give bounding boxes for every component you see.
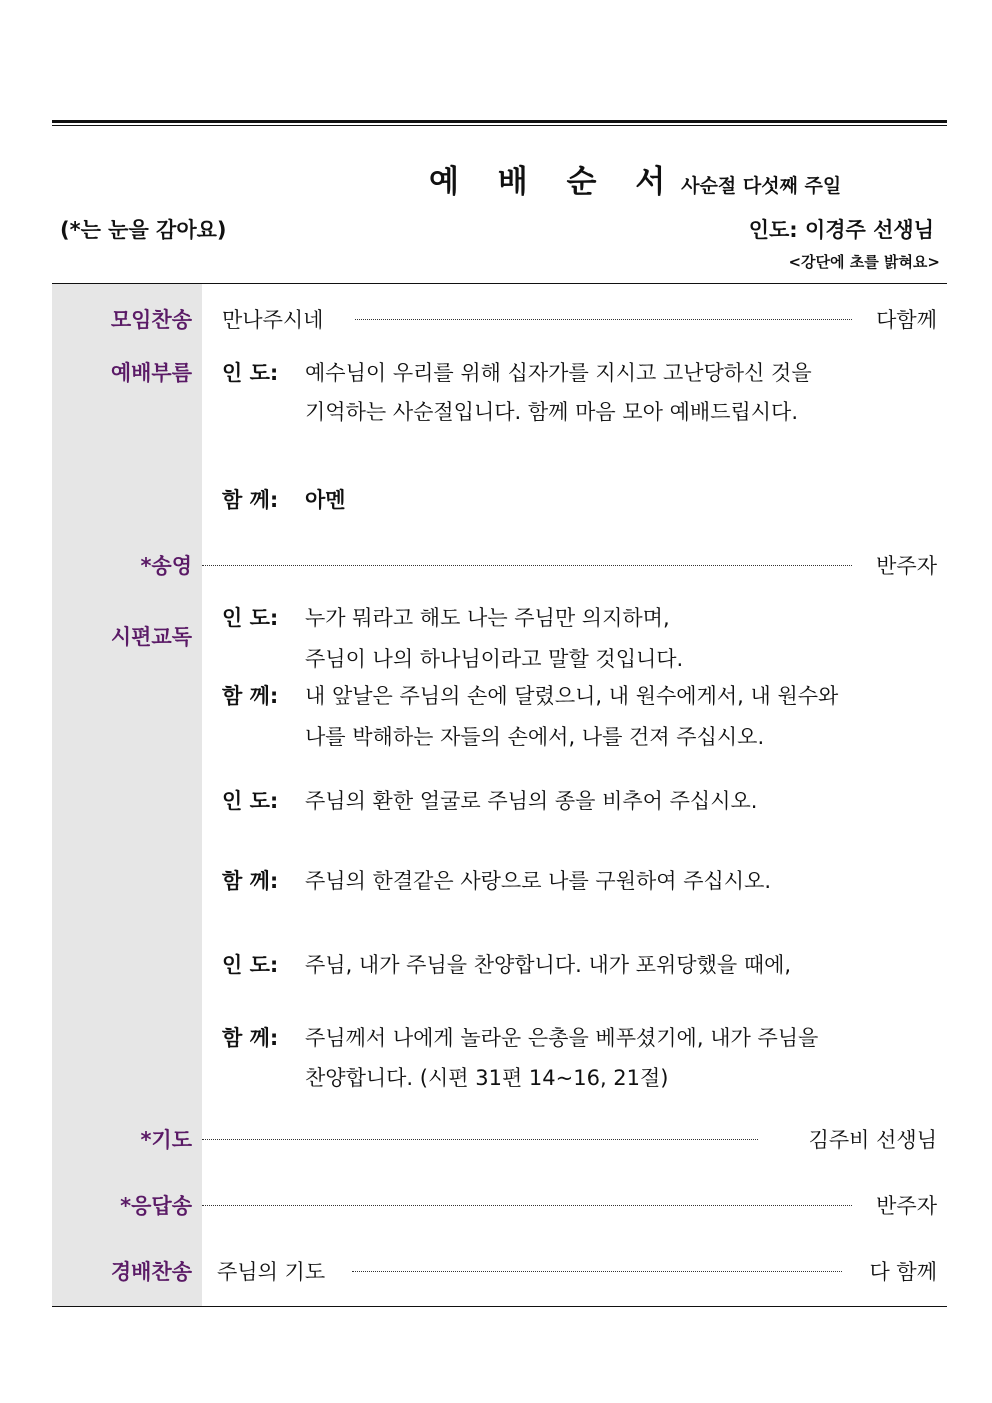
- psalm-leader-role-2: 인 도:: [222, 789, 279, 813]
- psalm-leader-3-line1: 주님, 내가 주님을 찬양합니다. 내가 포위당했을 때에,: [305, 953, 792, 977]
- leader-dots: [355, 319, 852, 320]
- psalm-all-1-line1: 내 앞날은 주님의 손에 달렸으니, 내 원수에게서, 내 원수와: [305, 684, 839, 708]
- psalm-leader-1-line1: 누가 뭐라고 해도 나는 주님만 의지하며,: [305, 606, 670, 630]
- psalm-all-role-1: 함 께:: [222, 684, 279, 708]
- psalm-all-3-line2: 찬양합니다. (시편 31편 14~16, 21절): [305, 1066, 669, 1090]
- closing-hymn-right: 다 함께: [869, 1260, 937, 1284]
- label-opening-hymn: 모임찬송: [110, 308, 192, 332]
- label-psalm-reading: 시편교독: [110, 625, 192, 649]
- prayer-right: 김주비 선생님: [808, 1128, 937, 1152]
- title-main: 예 배 순 서: [429, 164, 680, 200]
- title-subtitle: 사순절 다섯째 주일: [681, 175, 842, 197]
- psalm-all-2-line1: 주님의 한결같은 사랑으로 나를 구원하여 주십시오.: [305, 869, 772, 893]
- psalm-all-1-line2: 나를 박해하는 자들의 손에서, 나를 건져 주십시오.: [305, 725, 765, 749]
- call-leader-role: 인 도:: [222, 361, 279, 385]
- psalm-leader-2-line1: 주님의 환한 얼굴로 주님의 종을 비추어 주십시오.: [305, 789, 758, 813]
- label-response-song: *응답송: [120, 1194, 192, 1218]
- psalm-all-role-2: 함 께:: [222, 869, 279, 893]
- leader-info: 인도: 이경주 선생님: [748, 218, 934, 242]
- section-bottom-rule: [52, 1306, 947, 1307]
- leader-dots: [352, 1271, 842, 1272]
- psalm-all-role-3: 함 께:: [222, 1026, 279, 1050]
- closing-hymn-title: 주님의 기도: [217, 1260, 326, 1284]
- top-double-rule-thick: [52, 120, 947, 123]
- label-prayer: *기도: [140, 1128, 192, 1152]
- leader-dots: [202, 1139, 758, 1140]
- top-double-rule-thin: [52, 125, 947, 126]
- psalm-all-3-line1: 주님께서 나에게 놀라운 은총을 베푸셨기에, 내가 주님을: [305, 1026, 819, 1050]
- label-closing-hymn: 경배찬송: [110, 1260, 192, 1284]
- label-praise: *송영: [140, 554, 192, 578]
- label-call-to-worship: 예배부름: [110, 361, 192, 385]
- psalm-leader-role-3: 인 도:: [222, 953, 279, 977]
- candle-note: <강단에 초를 밝혀요>: [788, 253, 940, 271]
- call-leader-line2: 기억하는 사순절입니다. 함께 마음 모아 예배드립시다.: [305, 400, 799, 424]
- praise-right: 반주자: [876, 554, 937, 578]
- leader-dots: [202, 565, 852, 566]
- opening-hymn-right: 다함께: [876, 308, 937, 332]
- psalm-leader-1-line2: 주님이 나의 하나님이라고 말할 것입니다.: [305, 647, 684, 671]
- call-all-role: 함 께:: [222, 488, 279, 512]
- response-right: 반주자: [876, 1194, 937, 1218]
- page-title: [429, 156, 841, 201]
- call-all-text: 아멘: [305, 488, 346, 512]
- leader-dots: [202, 1205, 852, 1206]
- opening-hymn-title: 만나주시네: [222, 308, 324, 332]
- psalm-leader-role-1: 인 도:: [222, 606, 279, 630]
- call-leader-line1: 예수님이 우리를 위해 십자가를 지시고 고난당하신 것을: [305, 361, 812, 385]
- eyes-closed-note: (*는 눈을 감아요): [60, 218, 227, 242]
